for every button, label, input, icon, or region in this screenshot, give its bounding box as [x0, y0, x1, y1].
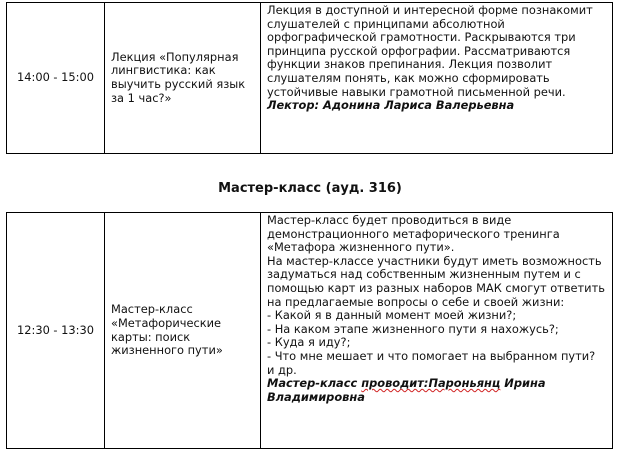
lecturer-name: Лектор: Адонина Лариса Валерьевна — [267, 98, 515, 113]
question-item: - На каком этапе жизненного пути я нахожусь?; — [267, 321, 559, 336]
masterclass-intro: Мастер-класс будет проводиться в виде демонстрационного метафорического тренинга «Метафора жизненного пути». — [267, 213, 560, 255]
masterclass-details: На мастер-классе участники будут иметь возможность задуматься над собственным жизненным путем и с помощью карт из разных наборов МАК смогут ответить на предлагаемые вопросы о себе и своей жизни: — [267, 253, 605, 309]
table-row — [7, 3, 613, 154]
lecture-description: Лекция в доступной и интересной форме познакомит слушателей с принципами абсолютной орфографической грамотности. Раскрываются три принципа русской орфографии. Рассматриваются функции знаков препинания. Лекция позволит слушателям понять, как можно сформировать устойчивые навыки грамотной письменной речи. — [267, 3, 593, 99]
masterclass-time: 12:30 - 13:30 — [7, 213, 105, 449]
masterclass-table — [6, 212, 613, 449]
spellcheck-underlined-text: проводит:Пароньянц — [361, 376, 501, 391]
section-heading: Мастер-класс (ауд. 316) — [218, 181, 402, 196]
host-prefix: Мастер-класс — [267, 376, 362, 391]
masterclass-description-cell — [261, 213, 613, 449]
question-item: - Что мне мешает и что помогает на выбранном пути? и др. — [267, 348, 596, 377]
lecture-time: 14:00 - 15:00 — [7, 3, 105, 154]
masterclass-title: Мастер-класс «Метафорические карты: поиск жизненного пути» — [105, 213, 261, 449]
table-row — [7, 213, 613, 449]
lecture-title: Лекция «Популярная лингвистика: как выучить русский язык за 1 час?» — [105, 3, 261, 154]
host-suffix: Ирина Владимировна — [267, 376, 546, 404]
lecture-table — [6, 2, 613, 154]
question-item: - Куда я иду?; — [267, 335, 351, 350]
lecture-description-cell — [261, 3, 613, 154]
question-item: - Какой я в данный момент моей жизни?; — [267, 308, 517, 323]
masterclass-host — [267, 377, 606, 404]
